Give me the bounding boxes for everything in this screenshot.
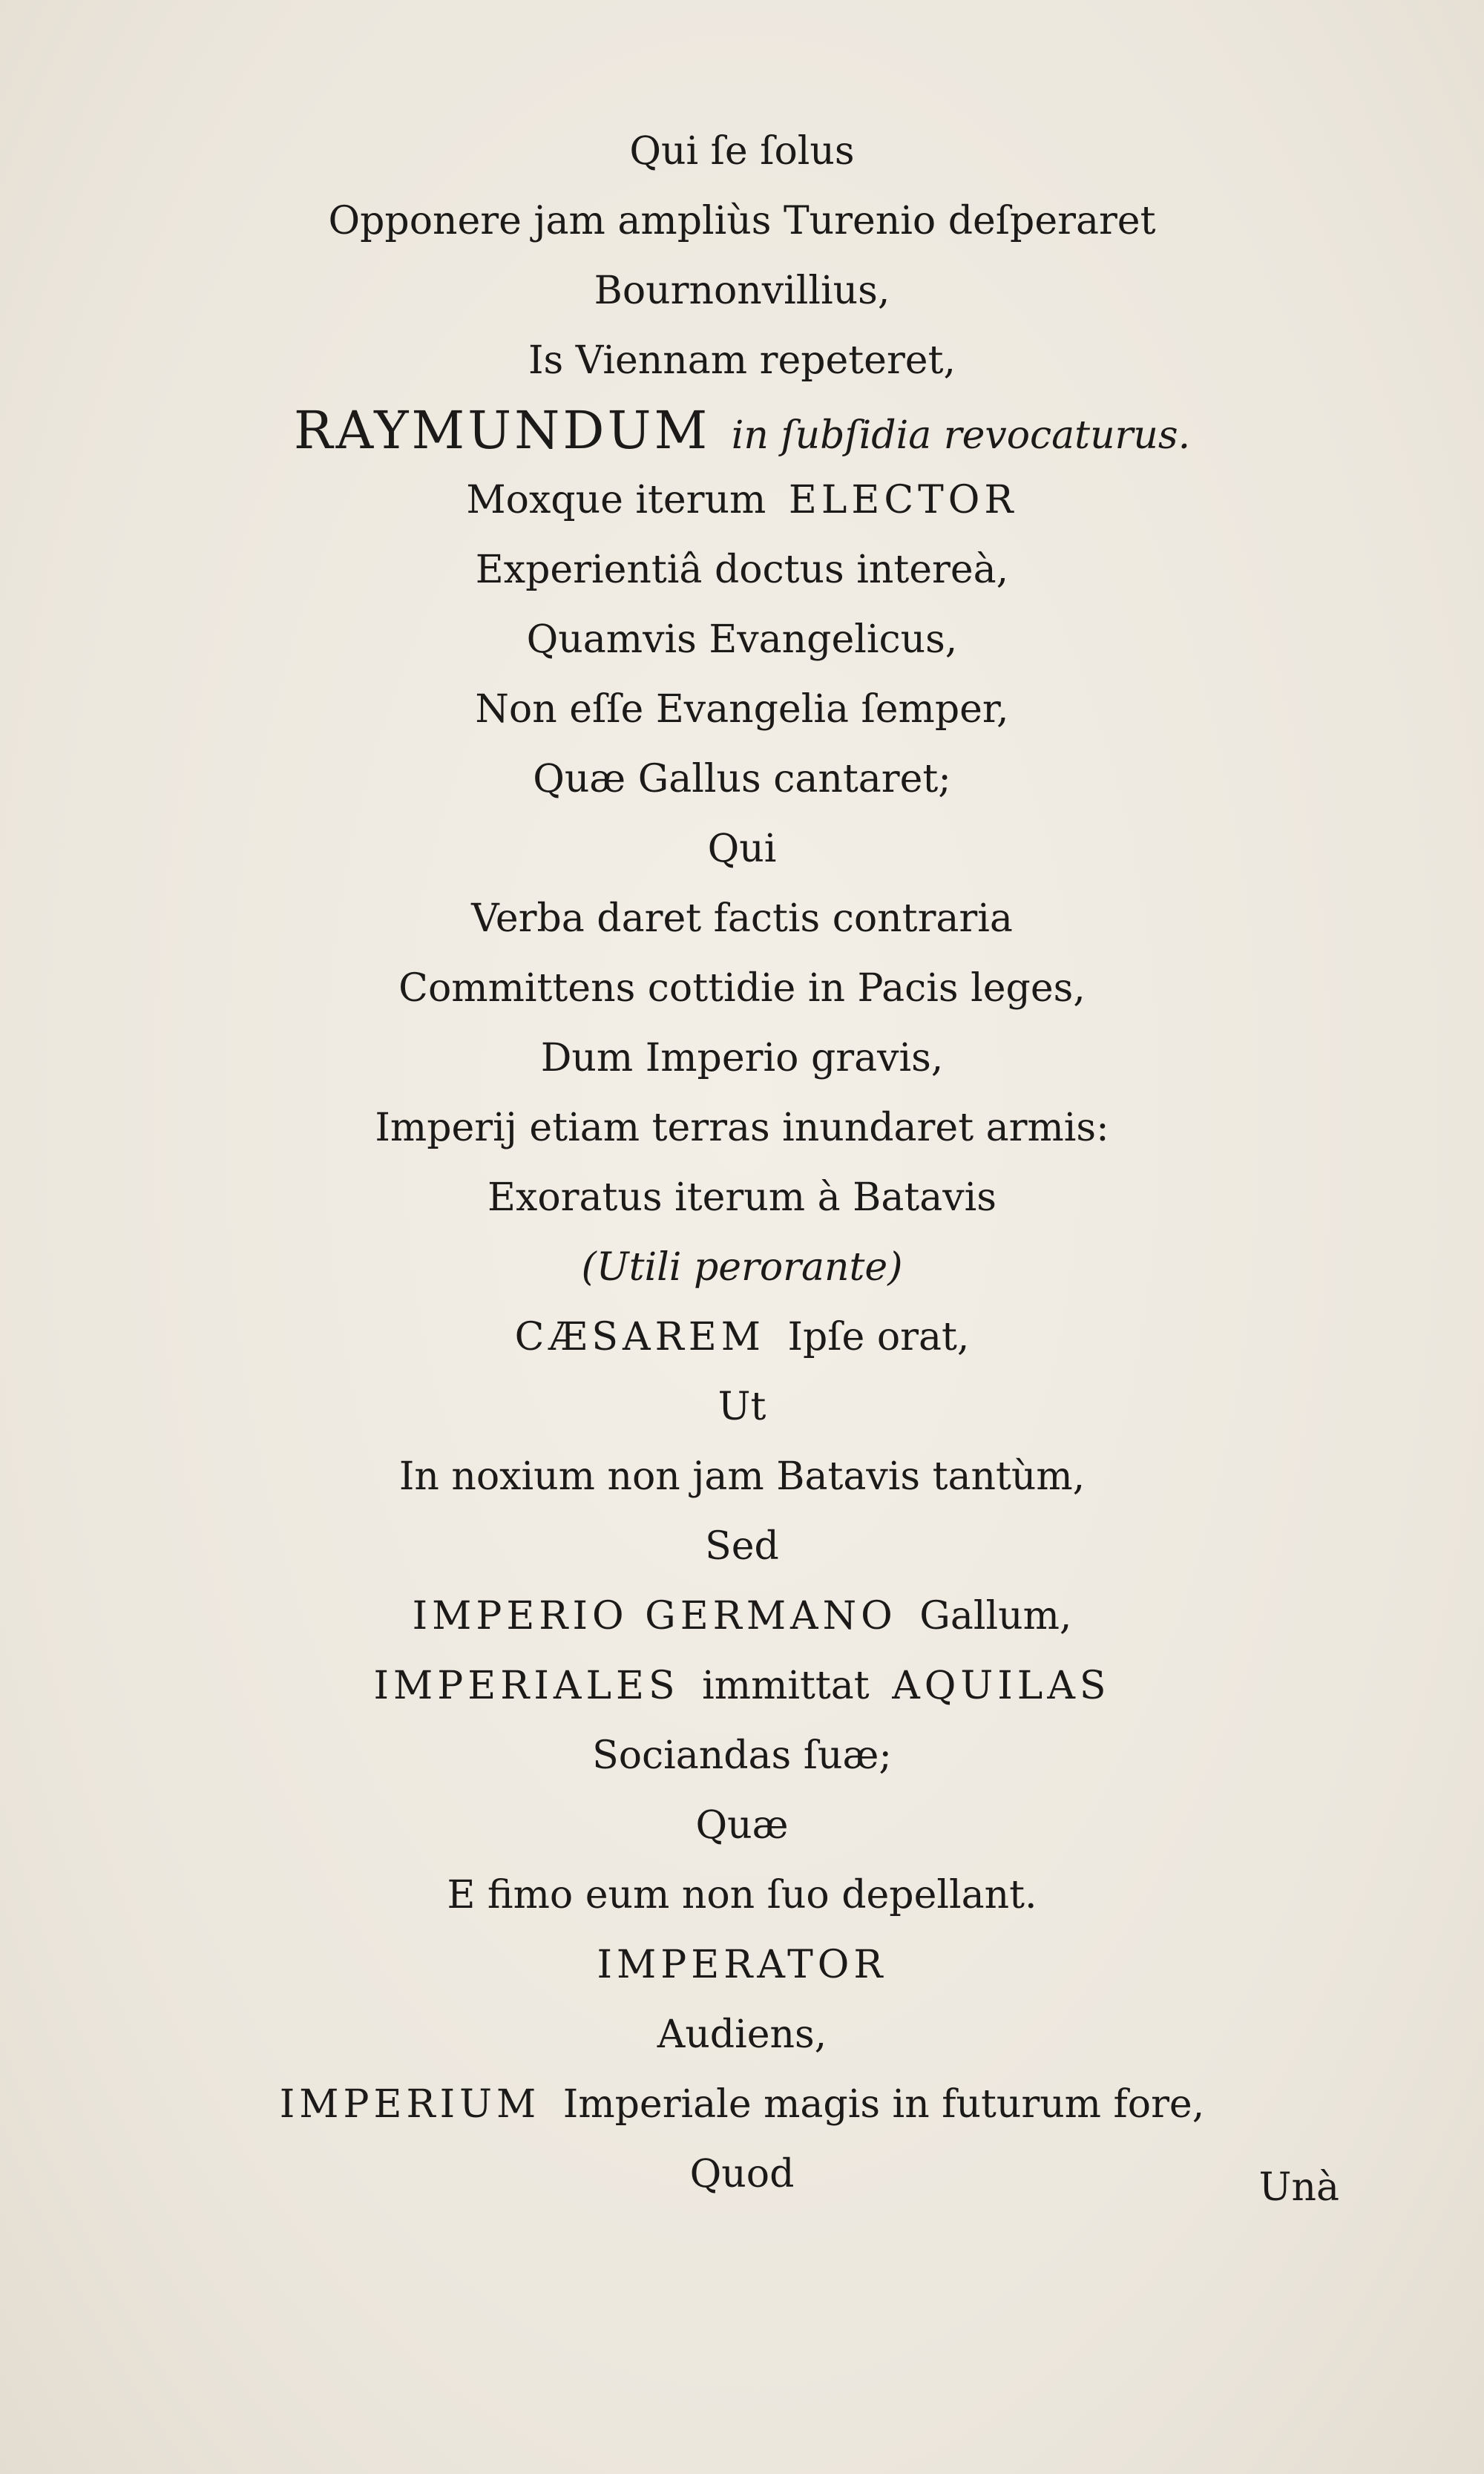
text-line: Is Viennam repeteret, — [528, 338, 956, 383]
text-line: Non eſſe Evangelia ſemper, — [475, 687, 1009, 732]
text-line: Sociandas ſuæ; — [592, 1733, 892, 1778]
text-line: Moxque iterum — [466, 478, 766, 522]
line-23 — [0, 1659, 1484, 1713]
line-1 — [0, 125, 1484, 178]
text-line: Qui ſe ſolus — [629, 129, 855, 174]
line-26 — [0, 1868, 1484, 1922]
imperator-name: IMPERATOR — [597, 1943, 887, 1987]
line-12 — [0, 892, 1484, 945]
imperiales: IMPERIALES — [373, 1664, 680, 1708]
line-9 — [0, 683, 1484, 736]
caesarem-name: CÆSAREM — [514, 1315, 765, 1359]
text-line: Dum Imperio gravis, — [540, 1036, 944, 1080]
text-line: Sed — [705, 1524, 779, 1569]
elector-name: ELECTOR — [788, 478, 1018, 522]
text-line: Opponere jam ampliùs Turenio deſperaret — [328, 199, 1156, 243]
line-21 — [0, 1520, 1484, 1573]
text-line-italic: (Utili perorante) — [581, 1245, 903, 1290]
line-19 — [0, 1380, 1484, 1434]
text-line: Ut — [718, 1385, 766, 1429]
line-20 — [0, 1450, 1484, 1503]
imperio-germano: IMPERIO GERMANO — [412, 1594, 897, 1638]
text-line: Qui — [707, 827, 777, 871]
line-2 — [0, 194, 1484, 248]
text-line: Audiens, — [657, 2012, 827, 2057]
line-13 — [0, 962, 1484, 1015]
text-line: Gallum, — [919, 1594, 1072, 1638]
text-line: Ipſe orat, — [787, 1315, 970, 1359]
line-4 — [0, 334, 1484, 387]
line-22 — [0, 1589, 1484, 1643]
line-10 — [0, 752, 1484, 806]
text-line: Exoratus iterum à Batavis — [487, 1175, 997, 1220]
aquilas: AQUILAS — [892, 1664, 1111, 1708]
text-line: Verba daret factis contraria — [471, 896, 1013, 941]
text-line-italic: in ſubſidia revocaturus. — [731, 413, 1191, 458]
line-11 — [0, 822, 1484, 876]
line-24 — [0, 1729, 1484, 1782]
line-28 — [0, 2008, 1484, 2061]
line-15 — [0, 1101, 1484, 1155]
line-29 — [0, 2078, 1484, 2131]
line-18 — [0, 1310, 1484, 1364]
raymundum-name: RAYMUNDUM — [293, 400, 711, 461]
text-line: Committens cottidie in Pacis leges, — [398, 966, 1086, 1011]
line-3 — [0, 264, 1484, 318]
line-5 — [0, 397, 1484, 468]
text-line: Imperiale magis in futurum fore, — [562, 2082, 1205, 2127]
text-line: Experientiâ doctus intereà, — [475, 548, 1009, 592]
text-line: Imperij etiam terras inundaret armis: — [375, 1106, 1109, 1150]
text-line: In noxium non jam Batavis tantùm, — [398, 1454, 1086, 1499]
line-27 — [0, 1938, 1484, 1992]
line-25 — [0, 1799, 1484, 1852]
catchword: Unà — [1258, 2165, 1339, 2210]
text-line: immittat — [702, 1664, 870, 1708]
text-line: E fimo eum non ſuo depellant. — [447, 1873, 1037, 1917]
line-16 — [0, 1171, 1484, 1224]
line-7 — [0, 543, 1484, 597]
text-line: Quod — [689, 2152, 795, 2196]
text-line: Bournonvillius, — [594, 269, 890, 313]
line-17 — [0, 1241, 1484, 1294]
text-line: Quæ Gallus cantaret; — [533, 757, 951, 801]
line-14 — [0, 1031, 1484, 1085]
imperium: IMPERIUM — [279, 2082, 541, 2127]
line-8 — [0, 613, 1484, 666]
line-6 — [0, 473, 1484, 527]
text-line: Quæ — [695, 1803, 789, 1848]
text-line: Quamvis Evangelicus, — [526, 617, 958, 662]
